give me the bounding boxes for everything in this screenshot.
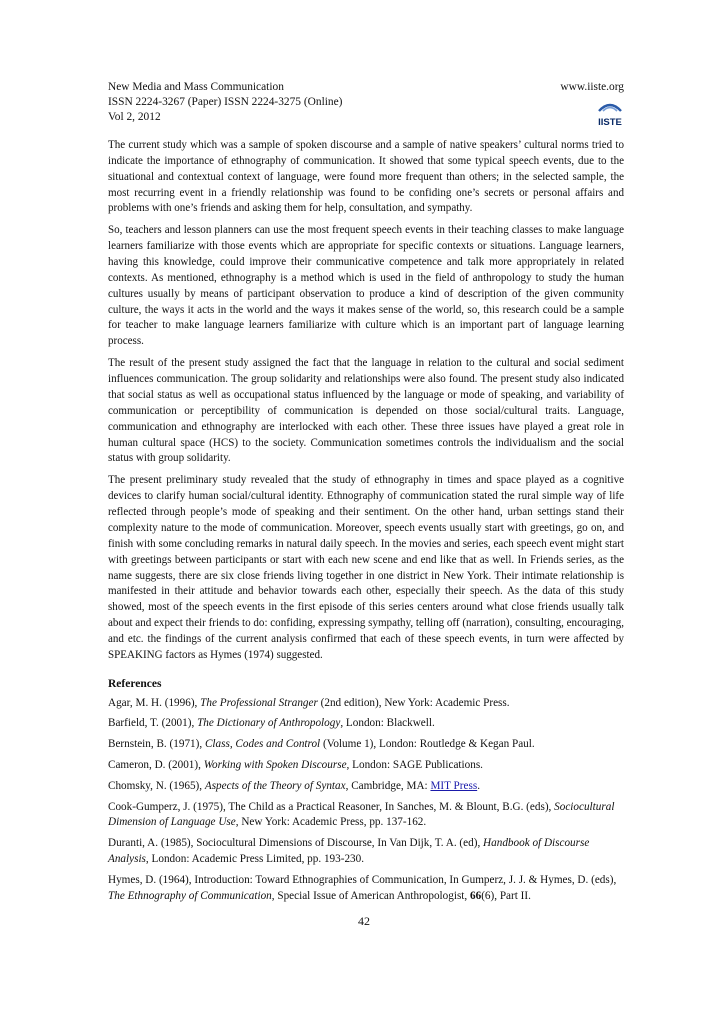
reference-text: . (477, 779, 480, 792)
page-number: 42 (358, 914, 370, 928)
reference-text: (2nd edition), New York: Academic Press. (317, 696, 510, 709)
reference-title: The Dictionary of Anthropology (197, 717, 341, 730)
reference-item (108, 836, 624, 868)
reference-item (108, 696, 624, 712)
reference-title: The Ethnography of Communication (108, 889, 272, 902)
reference-text: , London: Blackwell. (340, 717, 435, 730)
reference-text: (6), Part II. (481, 889, 531, 902)
issn-line: ISSN 2224-3267 (Paper) ISSN 2224-3275 (Online) (108, 96, 343, 108)
volume-line: Vol 2, 2012 (108, 111, 161, 123)
reference-text: Agar, M. H. (1996), (108, 696, 201, 709)
reference-text: , New York: Academic Press, pp. 137-162. (235, 816, 427, 829)
reference-list (108, 696, 624, 905)
paragraph: So, teachers and lesson planners can use the most frequent speech events in their teaching classes to make language learners familiarize with those events which are appropriate for specific contexts or situations. Language learners, having this knowledge, could improve their communicative competence and talk more appropriately in related contexts. As mentioned, ethnography is a method which is used in the field of anthropology to study the human cultures usually by means of participant observation to produce a kind of description of the given community culture, the ways it acts in the world and the ways it makes sense of the world, so, this research could be a sample for teacher to make language learners familiarize with culture which is an important part of language learning process. (108, 224, 624, 348)
references-section (108, 676, 624, 905)
reference-title: Working with Spoken Discourse, (203, 758, 350, 771)
reference-text: Duranti, A. (1985), Sociocultural Dimensions of Discourse, In Van Dijk, T. A. (ed), (108, 837, 484, 850)
reference-text: Cook-Gumperz, J. (1975), The Child as a Practical Reasoner, In Sanches, M. & Blount, B.G. (eds), (108, 800, 555, 813)
reference-title: Aspects of the Theory of Syntax (204, 779, 346, 792)
reference-text: Chomsky, N. (1965), (108, 779, 205, 792)
iiste-logo-icon (596, 97, 624, 129)
reference-item (108, 779, 624, 795)
reference-item (108, 758, 624, 774)
reference-text: Barfield, T. (2001), (108, 717, 198, 730)
reference-item (108, 800, 624, 832)
reference-title: The Professional Stranger (200, 696, 318, 709)
reference-item (108, 873, 624, 905)
reference-text: , London: Academic Press Limited, pp. 193-230. (145, 852, 365, 865)
running-header (108, 80, 624, 138)
paragraph: The current study which was a sample of spoken discourse and a sample of native speakers’ cultural norms tried to indicate the importance of ethnography of communication. It showed that some typical speech events, due to the situational and contextual context of language, were found more frequent than others; in the selected sample, the most recurring event in a friendly relationship was found to be confiding one’s secrets or personal affairs and problems with one’s friends and asking them for help, consultation, and sympathy. (108, 139, 624, 215)
reference-text: , Cambridge, MA: (345, 779, 431, 792)
journal-name: New Media and Mass Communication (108, 81, 284, 93)
reference-volume: 66 (470, 889, 482, 902)
reference-text: Bernstein, B. (1971), (108, 738, 205, 751)
paragraph: The present preliminary study revealed that the study of ethnography in times and space played as a cognitive devices to clarify human social/cultural identity. Ethnography of communication stated the rural simple way of life reflected through people’s mode of speaking and their sentiment. On the other hand, urban settings stand their complexity nature to the mode of communication. Moreover, speech events usually start with greetings, go on, and finish with some concluding remarks in natural daily speech. In the movies and series, each speech event might start with greetings between participants or start with each new scene and end like that as well. In Friends series, as the name suggests, there are six close friends living together in one district in New York. Their intimate relationship is manifested in their attitude and behavior towards each other, especially their speech. As the data of this study showed, most of the speech events in the first episode of this series centers around what close friends usually talk about and expect their friends to do: confiding, expressing sympathy, telling off (narration), consulting, encouraging, and etc. the findings of the current analysis confirmed that each of these speech events, in turn were affected by SPEAKING factors as Hymes (1974) suggested. (108, 474, 625, 661)
reference-text: London: SAGE Publications. (349, 758, 483, 771)
reference-text: Cameron, D. (2001), (108, 758, 204, 771)
reference-title: Handbook of Discourse Analysis (108, 837, 590, 865)
reference-item (108, 737, 624, 753)
body-text (108, 138, 624, 664)
reference-item (108, 716, 624, 732)
logo-text: IISTE (598, 117, 622, 128)
journal-url-link[interactable]: www.iiste.org (560, 81, 624, 93)
reference-text: , Special Issue of American Anthropologist, (271, 889, 470, 902)
reference-title: Class, Codes and Control (204, 738, 321, 751)
reference-text: Hymes, D. (1964), Introduction: Toward Ethnographies of Communication, In Gumperz, J. J. & Hymes, D. (eds), (108, 873, 617, 886)
reference-text: (Volume 1), London: Routledge & Kegan Paul. (320, 738, 535, 751)
paragraph: The result of the present study assigned the fact that the language in relation to the cultural and social sediment influences communication. The group solidarity and relationships were also found. The present study also indicated that social status as well as occupational status influenced by the language or mode of speaking, and variability of communication or perceptibility of communication is depended on those social/cultural traits. Language, communication and ethnography are interlocked with each other. These three issues have played a great role in human cultural space (HCS) to the society. Communication sometimes controls the individualism and the social status with group solidarity. (108, 357, 624, 465)
references-heading: References (108, 677, 162, 690)
reference-link[interactable]: MIT Press (430, 779, 478, 792)
reference-title: Sociocultural Dimension of Language Use (108, 800, 615, 829)
page (108, 80, 624, 909)
